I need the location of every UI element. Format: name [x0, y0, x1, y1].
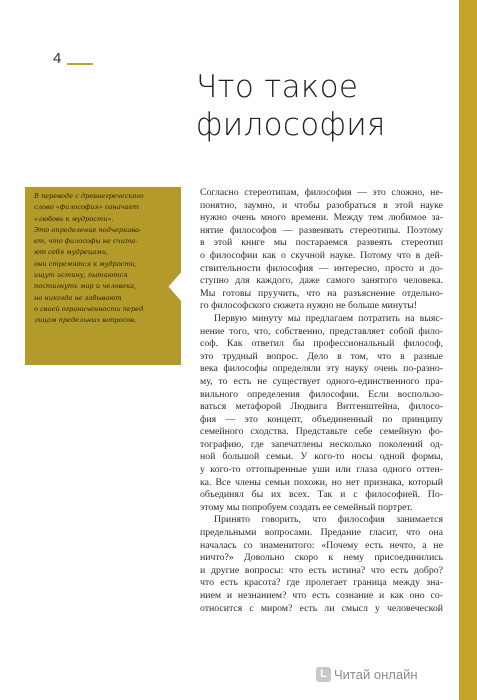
sidebar-note-line: ет, что философы не счита-: [34, 237, 138, 246]
body-paragraph: [200, 187, 443, 313]
chapter-title-line-2: философия: [196, 107, 386, 143]
sidebar-note-text: [34, 191, 174, 327]
watermark-logo-icon: L: [316, 667, 331, 682]
body-line: го философского сюжета нужно не больше минуты!: [200, 300, 418, 312]
sidebar-note-line: лицом предельных вопросов.: [34, 316, 137, 325]
sidebar-note-line: постигнуть мир и человека,: [34, 282, 137, 291]
sidebar-note-line: ют себя мудрецами,: [34, 248, 109, 257]
body-line: ной большой семьи. У кого-то носы одной формы,: [200, 451, 443, 463]
watermark: [316, 667, 418, 682]
chapter-title: [196, 68, 456, 144]
body-line: объединял бы их всех. Так и с философией. По-: [200, 489, 443, 501]
body-line: в этой книге мы постараемся развеять стереотип: [200, 237, 443, 249]
sidebar-note-line: «любовь к мудрости».: [34, 214, 114, 223]
body-line: соф. Как ответил бы профессиональный философ,: [200, 338, 443, 350]
body-line: у кого-то оттопыренные уши или глаза одного оттен-: [200, 464, 443, 476]
chapter-title-line-1: Что такое: [196, 69, 359, 105]
body-line: нужно очень много времени. Между тем любимое за-: [200, 212, 443, 224]
body-paragraph: [200, 313, 443, 515]
sidebar-note-line: Это определение подчеркива-: [34, 225, 142, 234]
body-line: века философы определяли эту науку очень по-разно-: [200, 363, 443, 375]
body-line: ка. Все члены семьи похожи, но нет признака, который: [200, 476, 443, 488]
accent-side-bar: [459, 0, 477, 700]
body-line: понятно, заумно, и чтобы разобраться в этой науке: [200, 199, 443, 211]
body-line: относится с миром? есть ли смысл у человеческой: [200, 602, 443, 614]
sidebar-note-line: ищут истину, пытаются: [34, 271, 128, 280]
sidebar-note-line: но никогда не забывают: [34, 293, 122, 302]
body-line: вильного определения философии. Если воспользо-: [200, 388, 443, 400]
body-line: ступно для каждого, даже самого занятого человека.: [200, 275, 443, 287]
page-number: 4: [53, 50, 62, 67]
sidebar-note-line: о своей ограниченности перед: [34, 304, 144, 313]
body-line: тографию, где запечатлены несколько поколений од-: [200, 438, 443, 450]
body-line: Мы готовы пруучить, что на разъяснение отдельно-: [200, 287, 443, 299]
body-line: нятие философов — развеивать стереотипы. Поэтому: [200, 224, 443, 236]
body-line: ствительности философия — интересно, просто и до-: [200, 262, 443, 274]
sidebar-note-line: слово «философия» означает: [34, 203, 139, 212]
body-line: нием и незнанием? что есть сознание и как оно со-: [200, 590, 443, 601]
body-line: фия — это концепт, объединенный по принципу: [200, 413, 443, 425]
body-line: что есть красота? где пролегает граница между зна-: [200, 577, 443, 589]
body-text: [200, 187, 443, 615]
body-line: началась со знаменитого: «Почему есть нечто, а не: [200, 539, 443, 551]
body-line: нение того, что, собственно, представляет собой фило-: [200, 325, 443, 337]
body-line: му, то есть не существует одного-единственного пра-: [200, 375, 443, 387]
body-line: и другие вопросы: что есть истина? что есть добро?: [200, 564, 443, 576]
body-line: о философии как о скучной науке. Потому что в дей-: [200, 249, 443, 261]
body-line: этому мы попробуем создать ее семейный портрет.: [200, 501, 413, 513]
sidebar-note-line: В переводе с древнегреческого: [34, 192, 144, 200]
body-line: Принято говорить, что философия занимается: [214, 514, 443, 526]
body-line: семейного сходства. Представьте себе семейную фо-: [200, 426, 443, 438]
body-line: Согласно стереотипам, философия — это сложно, не-: [200, 187, 443, 198]
body-line: это трудный вопрос. Дело в том, что в разные: [200, 350, 443, 362]
page-number-rule: [67, 63, 93, 65]
body-line: ваться метафорой Людвига Витгенштейна, филосо-: [200, 401, 443, 413]
sidebar-note-line: они стремятся к мудрости,: [34, 259, 137, 268]
body-paragraph: [200, 514, 443, 615]
watermark-text: Читай онлайн: [334, 667, 418, 682]
body-line: ничто?» Довольно скоро к нему присоединились: [200, 552, 443, 564]
body-line: Первую минуту мы предлагаем потратить на выяс-: [214, 312, 443, 324]
body-line: предельными вопросами. Предание гласит, что она: [200, 527, 443, 539]
